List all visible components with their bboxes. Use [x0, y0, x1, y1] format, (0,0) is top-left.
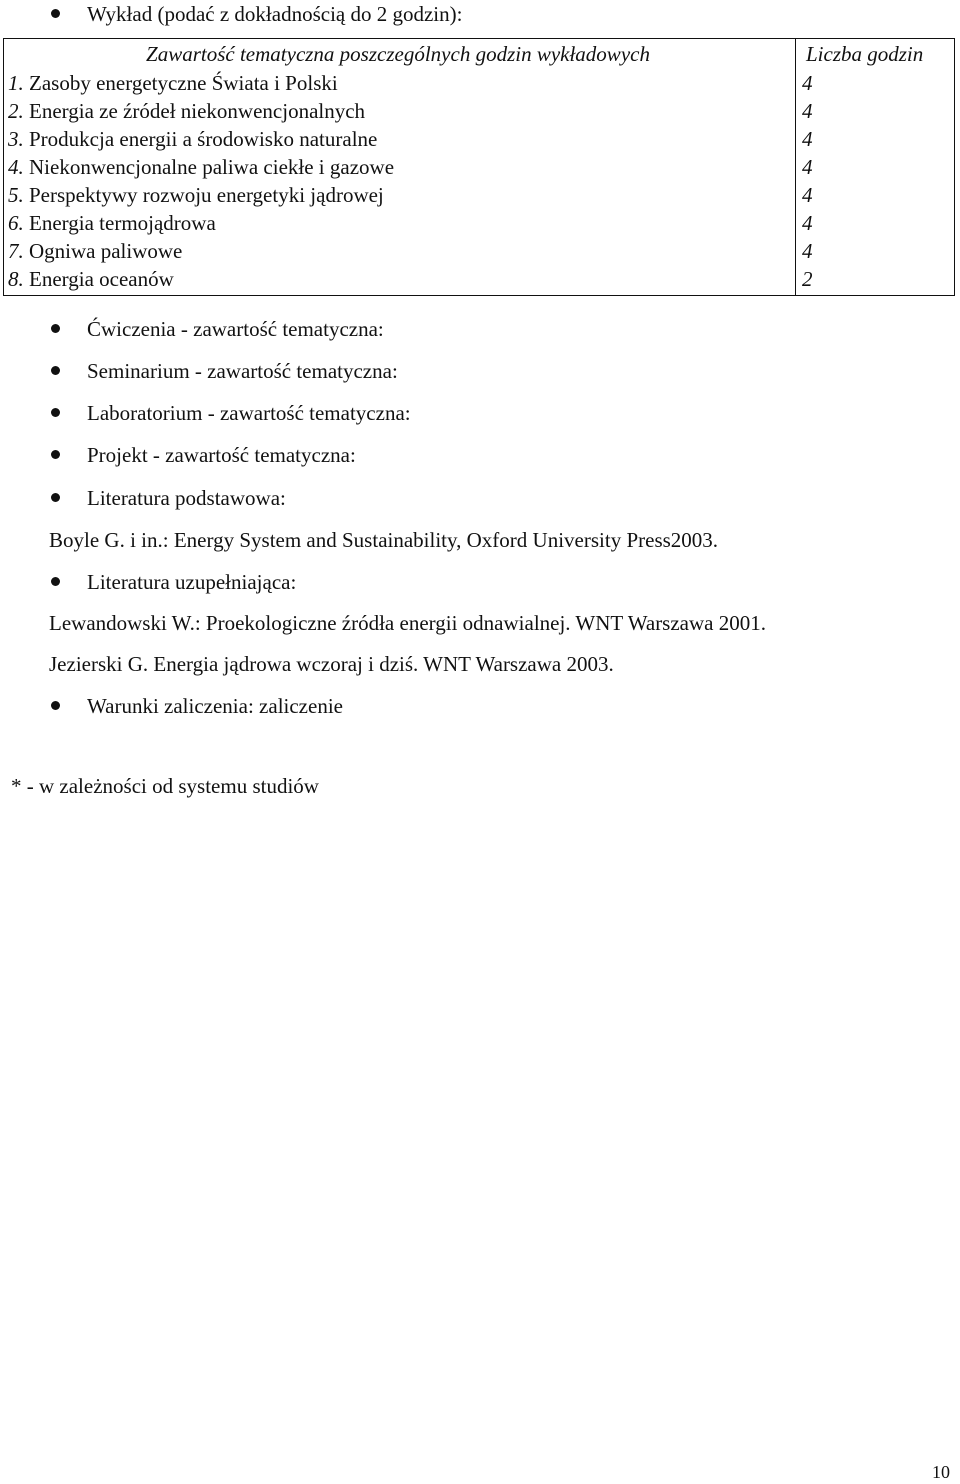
basic-literature-heading-text: Literatura podstawowa: [87, 486, 286, 510]
supplementary-literature-heading-text: Literatura uzupełniająca: [87, 570, 297, 594]
exercises-heading-text: Ćwiczenia - zawartość tematyczna: [87, 317, 384, 341]
bullet-icon [51, 408, 60, 417]
table-row [4, 237, 954, 265]
topic-text: Energia termojądrowa [29, 211, 216, 235]
topic-text: Energia ze źródeł niekonwencjonalnych [29, 99, 366, 123]
bullet-icon [51, 366, 60, 375]
hours-cell: 4 [802, 183, 813, 207]
topic-cell [8, 237, 182, 265]
hours-cell: 4 [802, 155, 813, 179]
supplementary-literature-item: Jezierski G. Energia jądrowa wczoraj i dziś. WNT Warszawa 2003. [49, 652, 614, 676]
hours-cell: 4 [802, 239, 813, 263]
hours-cell: 4 [802, 71, 813, 95]
topic-cell [8, 209, 216, 237]
hours-cell: 4 [802, 99, 813, 123]
topic-number: 1. [8, 71, 24, 95]
topic-number: 6. [8, 211, 24, 235]
topic-number: 8. [8, 267, 24, 291]
topic-cell [8, 97, 365, 125]
topic-text: Ogniwa paliwowe [29, 239, 183, 263]
topic-text: Perspektywy rozwoju energetyki jądrowej [29, 183, 384, 207]
topic-text: Niekonwencjonalne paliwa ciekłe i gazowe [29, 155, 395, 179]
table-row [4, 153, 954, 181]
topic-number: 5. [8, 183, 24, 207]
hours-cell: 4 [802, 211, 813, 235]
topic-text: Zasoby energetyczne Świata i Polski [29, 71, 338, 95]
topic-cell [8, 69, 338, 97]
bullet-icon [51, 9, 60, 18]
bullet-icon [51, 577, 60, 586]
table-row [4, 181, 954, 209]
credit-conditions-text: Warunki zaliczenia: zaliczenie [87, 694, 343, 718]
basic-literature-item: Boyle G. i in.: Energy System and Sustainability, Oxford University Press2003. [49, 528, 719, 552]
topic-number: 7. [8, 239, 24, 263]
topic-number: 2. [8, 99, 24, 123]
laboratory-heading-text: Laboratorium - zawartość tematyczna: [87, 401, 411, 425]
supplementary-literature-item: Lewandowski W.: Proekologiczne źródła energii odnawialnej. WNT Warszawa 2001. [49, 611, 766, 635]
table-row [4, 265, 954, 293]
topic-cell [8, 265, 174, 293]
lecture-heading-text: Wykład (podać z dokładnością do 2 godzin): [87, 2, 463, 26]
seminar-heading-text: Seminarium - zawartość tematyczna: [87, 359, 398, 383]
page-number: 10 [932, 1462, 950, 1482]
project-heading-text: Projekt - zawartość tematyczna: [87, 443, 356, 467]
footnote: * - w zależności od systemu studiów [11, 774, 319, 798]
topic-cell [8, 125, 377, 153]
table-header-hours: Liczba godzin [806, 42, 924, 66]
lecture-topics-table [3, 38, 955, 296]
bullet-icon [51, 450, 60, 459]
topic-number: 4. [8, 155, 24, 179]
table-row [4, 69, 954, 97]
topic-text: Produkcja energii a środowisko naturalne [29, 127, 378, 151]
topic-number: 3. [8, 127, 24, 151]
table-row [4, 209, 954, 237]
table-row [4, 125, 954, 153]
table-header-topic: Zawartość tematyczna poszczególnych godzin wykładowych [146, 42, 650, 66]
table-row [4, 97, 954, 125]
hours-cell: 2 [802, 267, 813, 291]
hours-cell: 4 [802, 127, 813, 151]
bullet-icon [51, 324, 60, 333]
topic-cell [8, 153, 394, 181]
topic-cell [8, 181, 384, 209]
bullet-icon [51, 701, 60, 710]
bullet-icon [51, 493, 60, 502]
topic-text: Energia oceanów [29, 267, 174, 291]
